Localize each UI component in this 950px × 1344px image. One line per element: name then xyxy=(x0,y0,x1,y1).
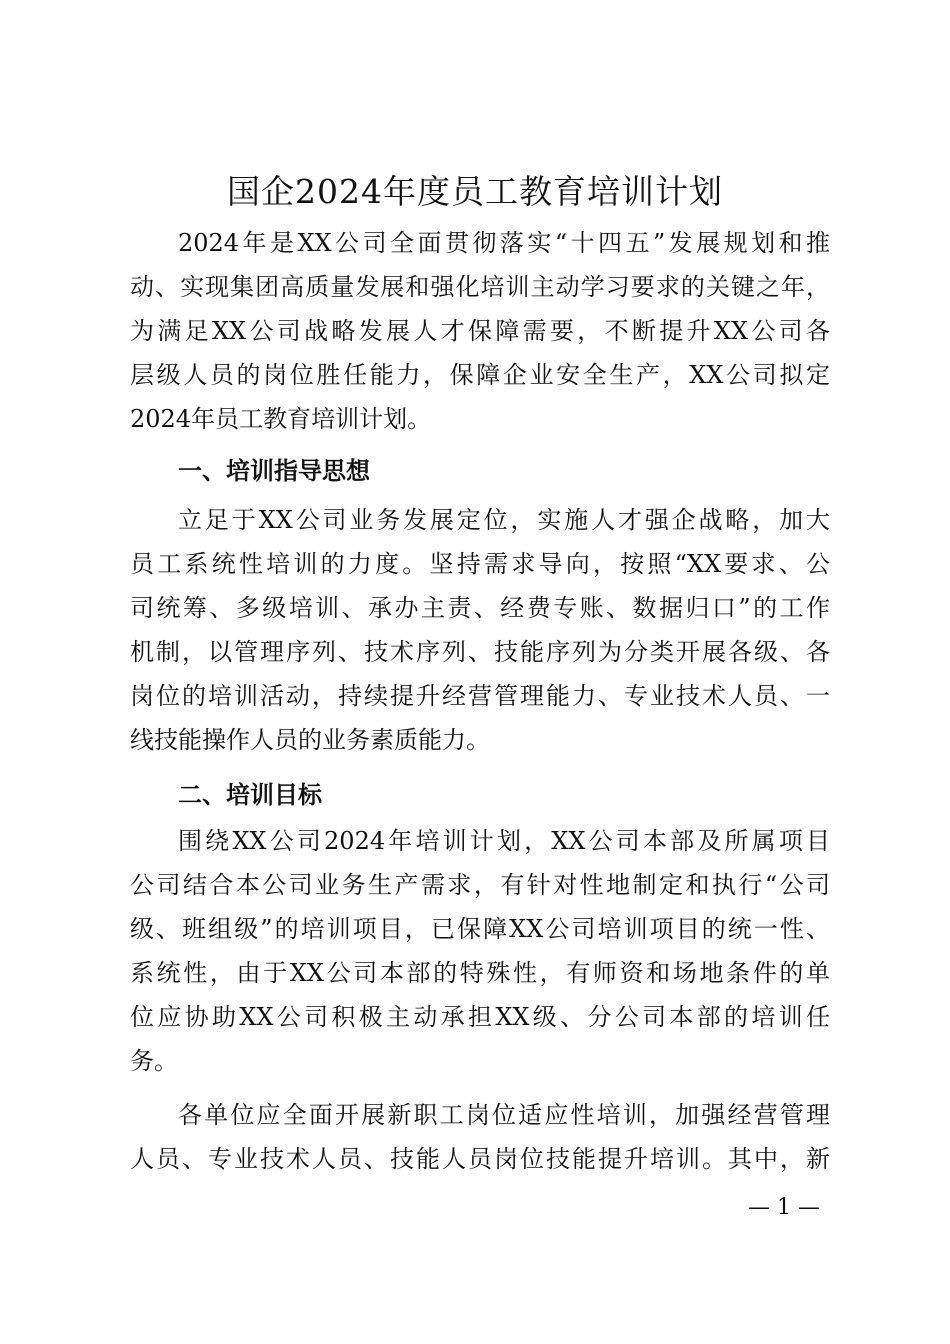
section1-line-3: 司统筹、多级培训、承办主责、经费专账、数据归口”的工作 xyxy=(130,594,830,622)
section2-p1-line-5: 位应协助XX公司积极主动承担XX级、分公司本部的培训任 xyxy=(130,1003,830,1031)
intro-line-1: 2024年是XX公司全面贯彻落实“十四五”发展规划和推 xyxy=(178,229,830,257)
intro-line-2: 动、实现集团高质量发展和强化培训主动学习要求的关键之年， xyxy=(130,273,830,301)
section1-line-2: 员工系统性培训的力度。坚持需求导向，按照“XX要求、公 xyxy=(130,550,830,578)
document-title: 国企2024年度员工教育培训计划 xyxy=(227,172,723,211)
intro-line-5: 2024年员工教育培训计划。 xyxy=(130,405,432,433)
section1-line-4: 机制，以管理序列、技术序列、技能序列为分类开展各级、各 xyxy=(130,638,830,666)
intro-line-3: 为满足XX公司战略发展人才保障需要，不断提升XX公司各 xyxy=(130,317,830,345)
intro-line-4: 层级人员的岗位胜任能力，保障企业安全生产，XX公司拟定 xyxy=(130,361,830,389)
section1-line-1: 立足于XX公司业务发展定位，实施人才强企战略，加大 xyxy=(178,506,830,534)
page-number: — 1 — xyxy=(748,1195,820,1220)
section2-p1-line-4: 系统性，由于XX公司本部的特殊性，有师资和场地条件的单 xyxy=(130,959,830,987)
section1-heading: 一、培训指导思想 xyxy=(178,457,370,485)
section2-p1-line-6: 务。 xyxy=(130,1047,178,1075)
section2-p1-line-1: 围绕XX公司2024年培训计划，XX公司本部及所属项目 xyxy=(178,827,830,855)
section1-line-6: 线技能操作人员的业务素质能力。 xyxy=(130,726,490,754)
section1-line-5: 岗位的培训活动，持续提升经营管理能力、专业技术人员、一 xyxy=(130,682,830,710)
section2-p1-line-3: 级、班组级”的培训项目，已保障XX公司培训项目的统一性、 xyxy=(130,915,830,943)
section2-p1-line-2: 公司结合本公司业务生产需求，有针对性地制定和执行“公司 xyxy=(130,871,830,899)
section2-p2-line-2: 人员、专业技术人员、技能人员岗位技能提升培训。其中，新 xyxy=(130,1145,830,1173)
section2-heading: 二、培训目标 xyxy=(178,781,322,809)
section2-p2-line-1: 各单位应全面开展新职工岗位适应性培训，加强经营管理 xyxy=(178,1101,830,1129)
